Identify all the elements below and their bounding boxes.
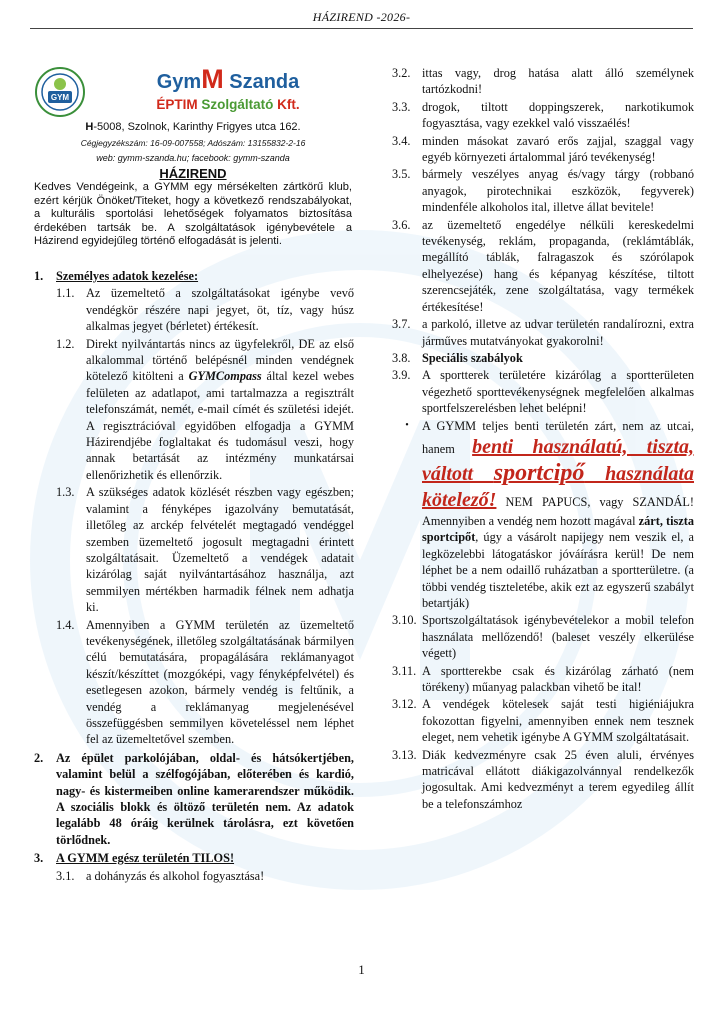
rule-3-12: 3.12. A vendégek kötelesek saját testi higiéniájukra fokozottan figyelni, amennyiben ennek nem tesznek eleget, nem vehetik igénybe A GYMM szolgáltatásait. [392, 697, 694, 745]
gymm-logo [34, 66, 86, 118]
address: H-5008, Szolnok, Karinthy Frigyes utca 162. [85, 121, 301, 133]
rule-3-8: 3.8. Speciális szabályok [392, 350, 523, 365]
rule-3-6: 3.6. az üzemeltető engedélye nélküli kereskedelmi tevékenység, reklám, propaganda, (reklámtáblák, megállító táblák, falragaszok és szórólapok elhelyezése) hang és képanyag készítése, tiltott szerencsejáték, zene szolgáltatása, vagy termékek értékesítése! [392, 217, 694, 314]
rule-1-3: 1.3. A szükséges adatok közlését részben vagy egészben; valamint a fényképes igazolvány bemutatását, illetőleg az arckép felvételét megtagadó vendéggel szemben üzemeltető jogosult megtagadni érintett szolgáltatásait. Üzemeltető a vendégek adatait kizárólag saját nyilvántartásához használja, azt semmilyen mértékben harmadik félnek nem adhatja ki. [56, 485, 354, 615]
right-column [392, 64, 694, 812]
intro-paragraph: Kedves Vendégeink, a GYMM egy mérsékelten zártkörű klub, ezért kérjük Önöket/Titeket, hogy a következő rendszabályokat, a kulturális sportolási lehetőségek folyamatos biztosítása érdekében tartsák be. A szolgáltatások igénybevétele a Házirend egyidejűleg történő elfogadását is jelenti. [34, 181, 352, 248]
section-1-heading: 1. Személyes adatok kezelése: [34, 269, 199, 283]
section-2: 2. Az épület parkolójában, oldal- és hátsókertjében, valamint belül a szélfogójában, előterében és kardió, nagy- és kistermeiben online kamerarendszer működik. A szociális blokk és öltöző területén nem. Az adatok legalább 48 óráig kerülnek tárolásra, ezt követően törlődnek. [34, 750, 354, 847]
rule-3-11: 3.11. A sportterekbe csak és kizárólag zárható (nem törékeny) műanyag palackban vihető be ital! [392, 663, 694, 694]
rule-3-5: 3.5. bármely veszélyes anyag és/vagy tárgy (robbanó anyagok, pirotechnikai eszközök, fegyverek) mindenféle alkoholos ital, illetve állat bevitele! [392, 167, 694, 215]
rule-3-2: 3.2. ittas vagy, drog hatása alatt álló személynek tartózkodni! [392, 66, 694, 97]
rule-3-9: 3.9. A sportterek területére kizárólag a sportterületen végezhető sporttevékenységnek megfelelően alkalmas sportfelszerelésben lehet belépni! [392, 368, 694, 416]
rule-1-1: 1.1. Az üzemeltető a szolgáltatásokat igénybe vevő vendégkör részére napi jegyet, öt, tíz, vagy húsz alkalmas jegyet (bérletet) értékesít. [56, 286, 354, 334]
company-ids: Cégjegyzékszám: 16-09-007558; Adószám: 13155832-2-16 [80, 138, 306, 148]
section-3-heading: 3. A GYMM egész területén TILOS! [34, 851, 235, 866]
brand-block [98, 64, 358, 112]
brand-subtitle: ÉPTIM Szolgáltató Kft. [156, 97, 300, 112]
running-header: HÁZIREND -2026- [312, 10, 411, 24]
header-divider [30, 28, 693, 29]
brand-name: GymM Szanda [156, 64, 300, 94]
gymcompass-brand: GYMCompass [188, 369, 262, 384]
rule-3-4: 3.4. minden másokat zavaró erős zajjal, szaggal vagy egyéb környezeti ártalommal járó tevékenység! [392, 133, 694, 165]
rule-3-10: 3.10. Sportszolgáltatások igénybevételekor a mobil telefon használata mellőzendő! (baleset veszély elkerülése végett) [392, 613, 694, 661]
logo-text: GYM [50, 93, 70, 102]
web-links: web: gymm-szanda.hu; facebook: gymm-szanda [96, 153, 290, 163]
document-title: HÁZIREND [159, 166, 227, 181]
rule-3-13: 3.13. Diák kedvezményre csak 25 éven aluli, érvényes matricával ellátott diákigazolvánnyal rendelkezők jogosultak. Ami kedvezményt a terem egyedileg állít be a telefonszámhoz [392, 747, 694, 811]
page-number: 1 [358, 962, 365, 977]
rule-3-3: 3.3. drogok, tiltott doppingszerek, narkotikumok fogyasztása, vagy ezekkel való visszaélés! [392, 99, 694, 131]
rule-3-1: 3.1. a dohányzás és alkohol fogyasztása! [56, 868, 265, 883]
left-column [34, 266, 354, 884]
rule-1-4: 1.4. Amennyiben a GYMM területén az üzemeltető tevékenységének, illetőleg szolgáltatásának bármilyen célú bemutatására, propagálására reklámanyagot készít/készíttet (mozgóképi, vagy fényképfelvétel) és esetlegesen azokon, bármely vendég is feltűnik, a vendég a reklámanyag megjelenésével összefüggésben semmilyen követeléssel nem léphet fel az üzemeltetővel szemben. [56, 617, 354, 747]
sportshoe-emphasis: benti használatú, tiszta, váltott sportcipő használata kötelező! [422, 435, 694, 511]
rule-3-7: 3.7. a parkoló, illetve az udvar területén randalírozni, extra járműves mutatványokat gyakorolni! [392, 317, 694, 348]
bullet-icon: • [405, 419, 409, 431]
rule-1-2: 1.2. Direkt nyilvántartás nincs az ügyfelekről, DE az első alkalommal történő belépésnél minden vendégnek kötelező kitölteni a GYMCompass által kezel webes felületen az adatlapot, ami tartalmazza a regisztrált telefonszámát, nemét, e-mail címét és születési idejét. A regisztrációval egyidőben elfogadja a GYMM Házirendjébe foglaltakat és tudomásul veszi, hogy annak betartását az intézmény munkatársai ellenőrizhetik és ellenőrzik. [56, 336, 354, 482]
sportshoe-rule: • A GYMM teljes benti területén zárt, nem az utcai, hanem benti használatú, tiszta, váltott sportcipő használata kötelező! NEM PAPUCS, vagy SZANDÁL! Amennyiben a vendég nem hozott magával zárt, tiszta sportcipőt, úgy a vásárolt napijegy nem veszik el, a legközelebbi látogatáskor jóváírásra kerül! De nem léphet be a nem odaillő ruházatban a sportterületre. (a többi vendég tiszteletébe, akik ezt az egyszerű szabályt betartják) [392, 418, 694, 612]
